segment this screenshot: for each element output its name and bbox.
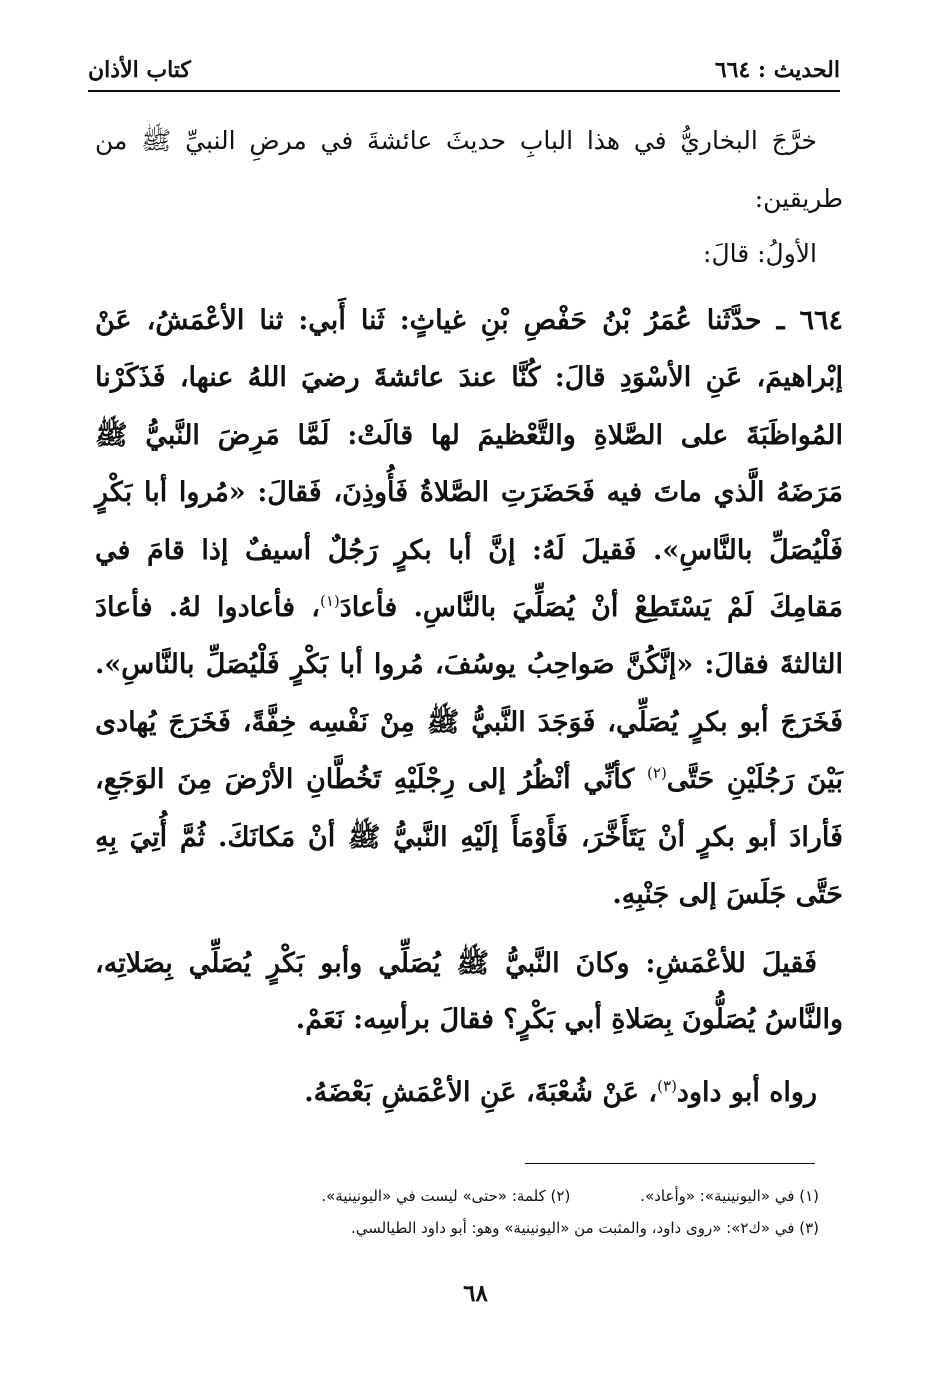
footnote-separator — [525, 1163, 815, 1164]
al-amash-question-paragraph: فَقيلَ للأعْمَشِ: وكانَ النَّبيُّ ﷺ يُصَلِّي وأبو بَكْرٍ يُصَلِّي بِصَلاتِه، والنَّاسُ يُصَلُّونَ بِصَلاةِ أبي بَكْرٍ؟ فقالَ برأسِه: نَعَمْ. — [95, 948, 843, 1035]
footnote-2: (٢) كلمة: «حتى» ليست في «اليونينية». — [321, 1187, 571, 1205]
hadith-text-part-3: كأنِّي أنْظُرُ إلى رِجْلَيْهِ تَخُطَّانِ الأرْضَ مِنَ الوَجَعِ، فَأرادَ أبو بكرٍ أنْ يَتَأَخَّرَ، فَأَوْمَأَ إلَيْهِ النَّبيُّ ﷺ أنْ مَكانَكَ. ثُمَّ أُتِيَ بِهِ حَتَّى جَلَسَ إلى جَنْبِهِ. — [95, 764, 843, 911]
footnote-1: (١) في «اليونينية»: «وأعاد». — [640, 1187, 819, 1205]
page-number: ٦٨ — [463, 1280, 488, 1307]
hadith-text-part-1: ٦٦٤ ـ حدَّثَنا عُمَرُ بْنُ حَفْصِ بْنِ غياثٍ: ثَنا أَبي: ثنا الأعْمَشُ، عَنْ إبْراهيمَ، عَنِ الأسْوَدِ قالَ: كُنَّا عندَ عائشةَ رضيَ اللهُ عنها، فَذَكَرْنا المُواظَبَةَ على الصَّلاةِ والتَّعْظيمَ لها قالَتْ: لَمَّا مَرِضَ النَّبيُّ ﷺ مَرَضَهُ الَّذي ماتَ فيه فَحَضَرَتِ الصَّلاةُ فَأُوذِنَ، فَقالَ: «مُروا أبا بَكْرٍ فَلْيُصَلِّ بالنَّاسِ». فَقيلَ لَهُ: إنَّ أبا بكرٍ رَجُلٌ أسيفٌ إذا قامَ في مَقامِكَ لَمْ يَسْتَطِعْ أنْ يُصَلِّيَ بالنَّاسِ. فأعادَ — [95, 305, 843, 624]
footnote-marker-1[interactable]: (١) — [320, 592, 340, 611]
abu-dawud-text-part-1: رواه أبو داود — [676, 1077, 817, 1108]
hadith-text — [95, 292, 843, 923]
header-hadith-number: الحديث : ٦٦٤ — [714, 57, 840, 83]
footnote-marker-2[interactable]: (٢) — [647, 764, 667, 783]
footnote-marker-3[interactable]: (٣) — [657, 1077, 677, 1095]
header-book-title: كتاب الأذان — [88, 57, 191, 83]
running-header — [88, 55, 840, 91]
abu-dawud-paragraph — [95, 1065, 843, 1121]
footnotes — [120, 1180, 819, 1244]
footnotes-row-2 — [120, 1212, 819, 1244]
footnotes-row-1 — [120, 1180, 819, 1212]
intro-paragraph: خرَّجَ البخاريُّ في هذا البابِ حديثَ عائشةَ في مرضِ النبيِّ ﷺ من طريقين: — [95, 126, 843, 213]
hadith-text-part-2: ، فأعادوا لهُ. فأعادَ الثالثةَ فقالَ: «إنَّكُنَّ صَواحِبُ يوسُفَ، مُروا أبا بَكْرٍ فَلْيُصَلِّ بالنَّاسِ». فَخَرَجَ أبو بكرٍ يُصَلِّي، فَوَجَدَ النَّبيُّ ﷺ مِنْ نَفْسِه خِفَّةً، فَخَرَجَ يُهادى بَيْنَ رَجُلَيْنِ حَتَّى — [95, 592, 844, 796]
first-route-label: الأولُ: قالَ: — [703, 239, 817, 268]
abu-dawud-text-part-2: ، عَنْ شُعْبَةَ، عَنِ الأعْمَشِ بَعْضَهُ. — [304, 1077, 658, 1108]
header-rule — [88, 90, 840, 92]
footnote-3: (٣) في «ك٢»: «روى داود، والمثبت من «اليونينية» وهو: أبو داود الطيالسي. — [351, 1219, 819, 1237]
